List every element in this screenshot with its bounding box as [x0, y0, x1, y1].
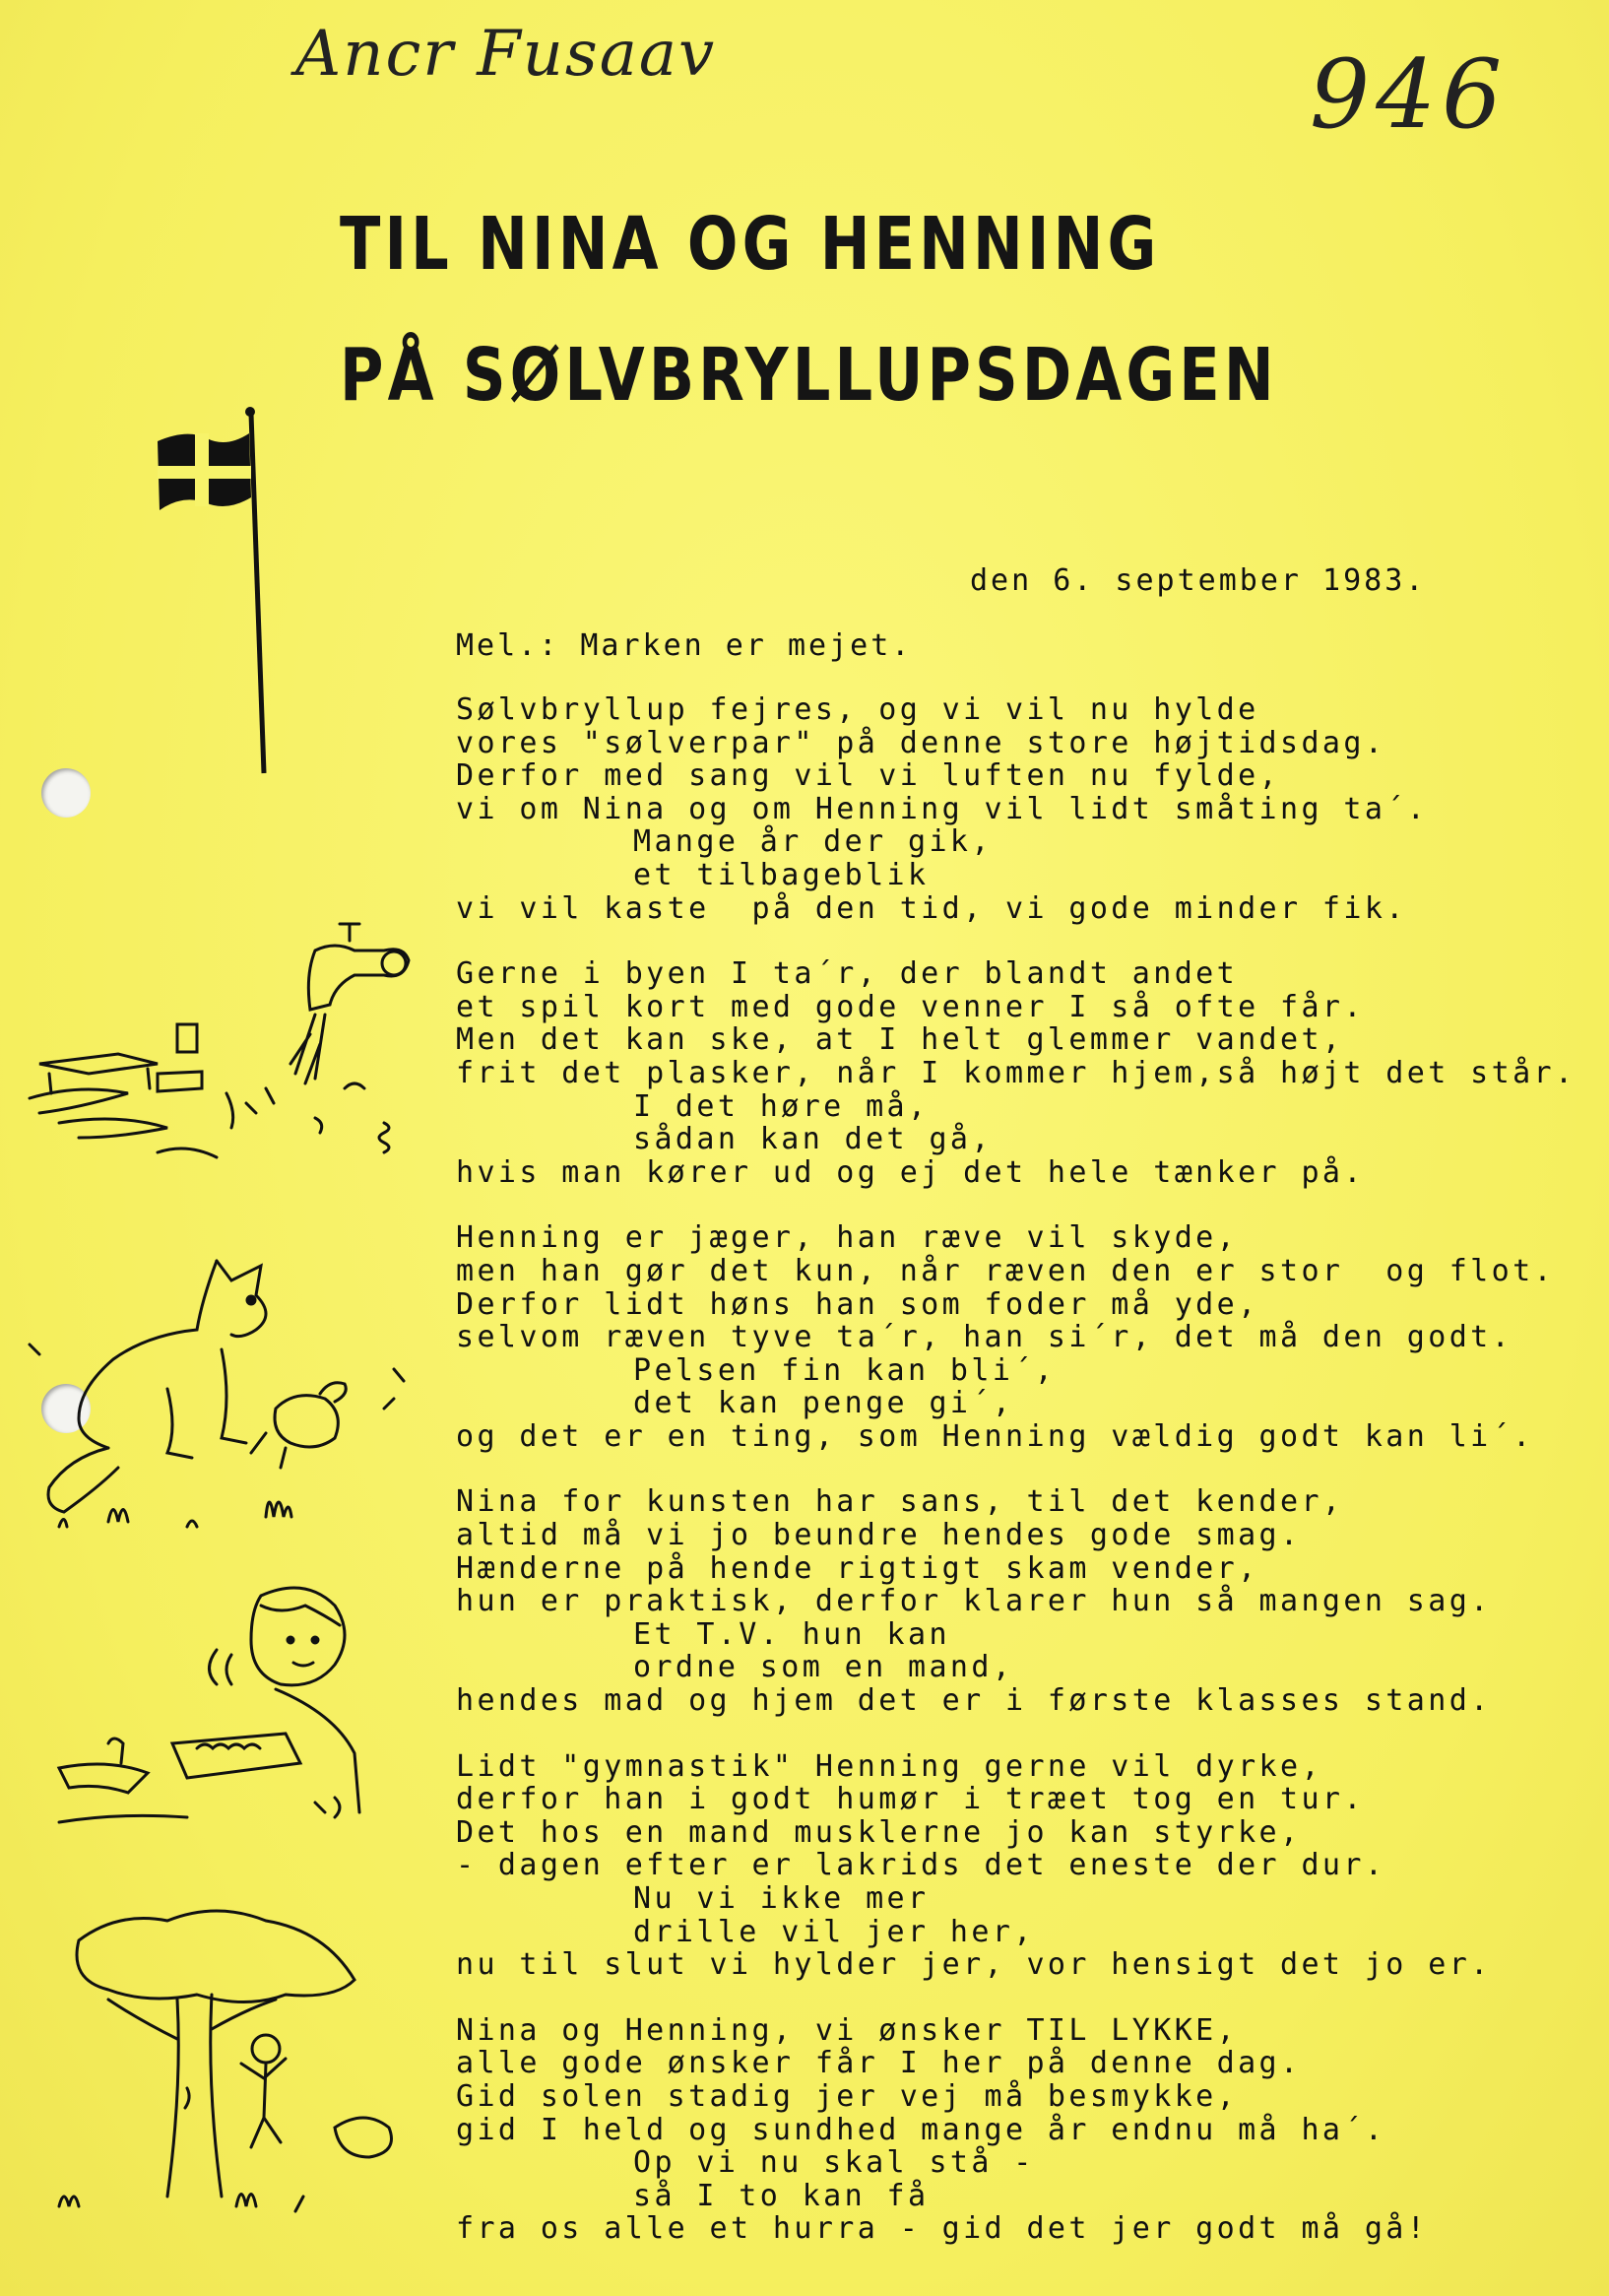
date-line: den 6. september 1983. — [970, 563, 1427, 598]
verse-line: Nina for kunsten har sans, til det kender, — [456, 1484, 1344, 1520]
verse-line: derfor han i godt humør i træet tog en tur. — [456, 1782, 1365, 1817]
stanza — [456, 956, 1577, 1190]
stanza — [456, 1220, 1555, 1454]
verse-line: fra os alle et hurra - gid det jer godt må gå! — [456, 2211, 1429, 2247]
verse-line: og det er en ting, som Henning vældig godt kan li´. — [456, 1418, 1534, 1454]
verse-line: så I to kan få — [633, 2178, 930, 2213]
verse-line: det kan penge gi´, — [633, 1386, 1014, 1421]
verse-line: I det høre må, — [633, 1088, 930, 1124]
verse-line: Derfor lidt høns han som foder må yde, — [456, 1286, 1259, 1322]
stanza — [456, 1485, 1539, 1717]
handwritten-name: Ancr Fusaav — [295, 18, 717, 91]
verse-line: Det hos en mand musklerne jo kan styrke, — [456, 1814, 1302, 1850]
verse-line: altid må vi jo beundre hendes gode smag. — [456, 1518, 1302, 1553]
verse-line: Mange år der gik, — [633, 824, 993, 860]
water-tap-illustration — [20, 916, 414, 1212]
verse-line: hvis man kører ud og ej det hele tænker på. — [456, 1154, 1365, 1190]
verse-line: Op vi nu skal stå - — [633, 2145, 1035, 2181]
poem — [456, 692, 1577, 2278]
verse-line: nu til slut vi hylder jer, vor hensigt det jo er. — [456, 1947, 1492, 1983]
verse-line: Henning er jæger, han ræve vil skyde, — [456, 1220, 1239, 1256]
verse-line: vi vil kaste på den tid, vi gode minder fik. — [456, 890, 1407, 926]
stanza — [456, 693, 1539, 925]
flag-pole-illustration — [148, 404, 276, 788]
verse-line: Gid solen stadig jer vej må besmykke, — [456, 2078, 1239, 2114]
verse-line: Hænderne på hende rigtigt skam vender, — [456, 1550, 1259, 1586]
verse-line: Et T.V. hun kan — [633, 1616, 950, 1652]
verse-line: Sølvbryllup fejres, og vi vil nu hylde — [456, 692, 1259, 727]
verse-line: Derfor med sang vil vi luften nu fylde, — [456, 758, 1280, 794]
verse-line: ordne som en mand, — [633, 1650, 1014, 1685]
verse-line: hendes mad og hjem det er i første klasses stand. — [456, 1683, 1492, 1719]
verse-line: hun er praktisk, derfor klarer hun så mangen sag. — [456, 1584, 1492, 1619]
man-in-tree-illustration — [39, 1891, 423, 2226]
stanza — [456, 2014, 1539, 2246]
fox-illustration — [20, 1241, 414, 1546]
verse-line: frit det plasker, når I kommer hjem,så højt det står. — [456, 1055, 1577, 1090]
melody-line: Mel.: Marken er mejet. — [456, 628, 913, 663]
verse-line: vores "sølverpar" på denne store højtidsdag. — [456, 725, 1386, 760]
punch-hole-top — [41, 768, 91, 818]
woman-with-tray-illustration — [39, 1576, 394, 1842]
verse-line: et tilbageblik — [633, 857, 930, 892]
stanza — [456, 1750, 1539, 1982]
verse-line: selvom ræven tyve ta´r, han si´r, det må den godt. — [456, 1320, 1513, 1355]
verse-line: alle gode ønsker får I her på denne dag. — [456, 2046, 1302, 2081]
verse-line: Nina og Henning, vi ønsker TIL LYKKE, — [456, 2012, 1239, 2048]
verse-line: - dagen efter er lakrids det eneste der dur. — [456, 1848, 1386, 1883]
verse-line: Men det kan ske, at I helt glemmer vandet, — [456, 1022, 1344, 1058]
verse-line: Nu vi ikke mer — [633, 1881, 930, 1916]
verse-line: Gerne i byen I ta´r, der blandt andet — [456, 956, 1239, 992]
title-line-2: PÅ SØLVBRYLLUPSDAGEN — [340, 333, 1278, 418]
verse-line: Lidt "gymnastik" Henning gerne vil dyrke, — [456, 1748, 1322, 1784]
verse-line: men han gør det kun, når ræven den er stor og flot. — [456, 1253, 1555, 1288]
verse-line: sådan kan det gå, — [633, 1122, 993, 1157]
verse-line: drille vil jer her, — [633, 1914, 1035, 1949]
verse-line: gid I held og sundhed mange år endnu må ha´. — [456, 2112, 1386, 2147]
handwritten-number: 946 — [1310, 39, 1509, 150]
title-line-1: TIL NINA OG HENNING — [340, 202, 1161, 287]
verse-line: vi om Nina og om Henning vil lidt småting ta´. — [456, 791, 1429, 826]
verse-line: et spil kort med gode venner I så ofte får. — [456, 989, 1365, 1024]
verse-line: Pelsen fin kan bli´, — [633, 1352, 1057, 1388]
